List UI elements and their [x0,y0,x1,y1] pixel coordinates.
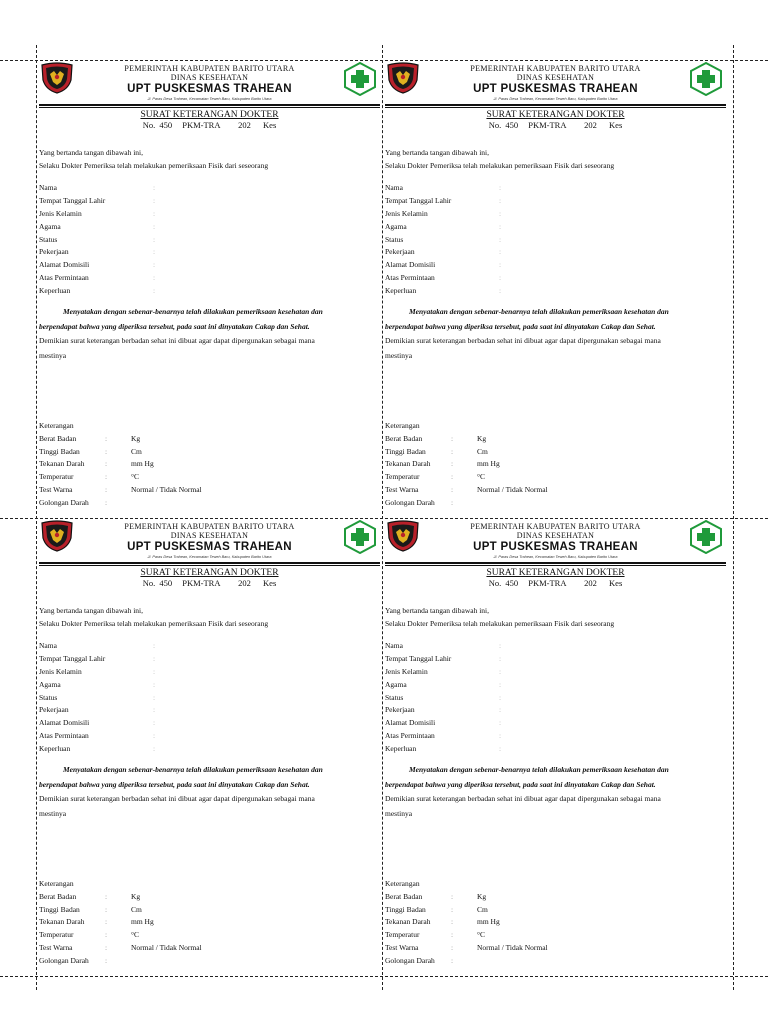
field-colon: : [499,286,502,296]
measure-label: Temperatur [385,930,420,940]
health-cross-icon [342,62,378,96]
field-row [385,730,501,743]
field-colon: : [153,273,156,283]
measure-colon: : [451,459,454,469]
cut-line-right [733,45,734,990]
measure-label: Tekanan Darah [385,459,431,469]
measure-row [39,916,202,929]
field-label: Tempat Tanggal Lahir [385,653,452,663]
measure-unit: Normal / Tidak Normal [477,484,548,494]
field-row [39,692,155,705]
measure-row [39,484,202,497]
field-label: Alamat Domisili [385,718,436,728]
measure-colon: : [105,930,108,940]
health-cross-icon [342,520,378,554]
field-row [385,195,501,208]
field-row [385,246,501,259]
measure-label: Temperatur [39,472,74,482]
measure-row [385,497,548,510]
measure-colon: : [105,497,108,507]
measure-colon: : [105,433,108,443]
department-name: DINAS KESEHATAN [170,531,249,540]
government-name: PEMERINTAH KABUPATEN BARITO UTARA [470,64,641,73]
measure-colon: : [105,472,108,482]
measure-label: Test Warna [385,484,419,494]
field-label: Keperluan [385,286,417,296]
measure-row [385,891,548,904]
measure-unit: Kg [131,433,141,443]
measure-unit: Kg [131,891,141,901]
field-row [39,195,155,208]
keterangan-heading: Keterangan [39,421,74,430]
cut-line-bottom [0,976,768,977]
letterhead-rule-thick [385,104,726,106]
measure-row [385,471,548,484]
measure-row [39,497,202,510]
measure-colon: : [451,930,454,940]
measure-unit: °C [477,930,486,940]
identity-fields [39,640,155,756]
letterhead-rule-thick [385,562,726,564]
field-row [39,640,155,653]
measure-unit: Kg [477,891,487,901]
field-colon: : [499,731,502,741]
letter-number: No. 450 PKM-TRA 202 Kes [488,120,623,130]
certificate-card-4 [383,516,728,976]
measure-label: Golongan Darah [385,955,435,965]
field-label: Status [385,234,404,244]
intro-text: Yang bertanda tangan dibawah ini, Selaku Dokter Pemeriksa telah melakukan pemeriksaan Fisik dari seseorang [39,606,269,628]
field-row [385,285,501,298]
measure-row [385,942,548,955]
letterhead-rule-thick [39,104,380,106]
field-colon: : [499,273,502,283]
field-colon: : [153,641,156,650]
measure-unit: mm Hg [131,917,154,927]
field-label: Atas Permintaan [39,731,89,741]
institution-address: Jl. Paras Desa Trahean, Kecamatan Teweh Baru, Kabupaten Barito Utara [493,555,618,559]
letterhead-rule-thin [385,565,726,566]
institution-name: UPT PUSKESMAS TRAHEAN [127,83,292,95]
field-colon: : [153,718,156,728]
measure-label: Tekanan Darah [39,459,85,469]
examination-results [385,420,548,510]
field-colon: : [153,195,156,205]
field-row [39,717,155,730]
measure-row [385,955,548,968]
measure-colon: : [105,446,108,456]
measure-row [385,433,548,446]
certificate-card-2 [383,58,728,518]
measure-colon: : [105,484,108,494]
field-colon: : [153,208,156,218]
measure-row [385,446,548,459]
field-label: Status [385,692,404,702]
measure-label: Golongan Darah [39,497,89,507]
field-colon: : [499,260,502,270]
department-name: DINAS KESEHATAN [170,73,249,82]
field-row [39,221,155,234]
measure-unit: Cm [477,446,488,456]
field-colon: : [499,653,502,663]
measure-label: Berat Badan [39,433,77,443]
field-row [385,743,501,756]
field-row [39,679,155,692]
field-colon: : [153,679,156,689]
measure-colon: : [451,484,454,494]
field-label: Agama [385,679,407,689]
identity-fields [385,182,501,298]
measure-label: Tinggi Badan [39,446,80,456]
field-label: Keperluan [39,286,71,296]
field-label: Pekerjaan [39,247,69,257]
field-row [385,640,501,653]
field-colon: : [153,653,156,663]
statement-text: Menyatakan dengan sebenar-benarnya telah dilakukan pemeriksaan kesehatan dan berpendapat bahwa yang diperiksa tersebut, pada saat ini dinyatakan Cakap dan Sehat. Demikian surat keterangan berbadan sehat ini dibuat agar dapat dipergunakan sebagai mana mestinya [385,765,669,818]
field-colon: : [499,692,502,702]
measure-colon: : [451,904,454,914]
measure-label: Test Warna [39,484,73,494]
measure-unit: Normal / Tidak Normal [131,942,202,952]
government-name: PEMERINTAH KABUPATEN BARITO UTARA [124,522,295,531]
field-colon: : [153,260,156,270]
measure-row [39,433,202,446]
field-colon: : [153,731,156,741]
field-row [39,234,155,247]
institution-address: Jl. Paras Desa Trahean, Kecamatan Teweh Baru, Kabupaten Barito Utara [147,555,272,559]
measure-row [385,929,548,942]
field-label: Nama [385,183,403,192]
measure-row [39,446,202,459]
letterhead-rule-thin [385,107,726,108]
field-colon: : [499,744,502,754]
letter-number: No. 450 PKM-TRA 202 Kes [488,578,623,588]
field-row [385,717,501,730]
measure-label: Temperatur [39,930,74,940]
measure-row [385,904,548,917]
government-name: PEMERINTAH KABUPATEN BARITO UTARA [470,522,641,531]
field-label: Jenis Kelamin [39,208,82,218]
measure-unit: Cm [131,446,142,456]
letterhead-rule-thin [39,107,380,108]
field-row [385,692,501,705]
measure-colon: : [451,955,454,965]
institution-name: UPT PUSKESMAS TRAHEAN [473,541,638,553]
measure-row [39,942,202,955]
department-name: DINAS KESEHATAN [516,73,595,82]
government-name: PEMERINTAH KABUPATEN BARITO UTARA [124,64,295,73]
field-label: Tempat Tanggal Lahir [385,195,452,205]
field-colon: : [153,234,156,244]
field-colon: : [153,286,156,296]
field-row [39,246,155,259]
field-label: Status [39,234,58,244]
measure-unit: °C [477,472,486,482]
measure-colon: : [105,955,108,965]
field-label: Pekerjaan [39,705,69,715]
measure-colon: : [105,891,108,901]
field-row [385,234,501,247]
field-colon: : [499,718,502,728]
field-colon: : [153,183,156,192]
field-row [39,272,155,285]
measure-unit: mm Hg [131,459,154,469]
field-label: Nama [39,641,57,650]
field-row [385,182,501,195]
measure-row [39,891,202,904]
field-label: Keperluan [385,744,417,754]
measure-unit: °C [131,472,140,482]
field-colon: : [499,247,502,257]
measure-colon: : [451,917,454,927]
measure-row [39,904,202,917]
field-label: Pekerjaan [385,705,415,715]
field-row [385,666,501,679]
field-row [385,653,501,666]
field-row [385,679,501,692]
identity-fields [39,182,155,298]
intro-text: Yang bertanda tangan dibawah ini, Selaku Dokter Pemeriksa telah melakukan pemeriksaan Fisik dari seseorang [385,606,615,628]
field-row [39,285,155,298]
field-colon: : [153,666,156,676]
measure-label: Tekanan Darah [39,917,85,927]
field-colon: : [499,641,502,650]
field-colon: : [153,221,156,231]
field-colon: : [153,744,156,754]
measure-unit: mm Hg [477,917,500,927]
measure-label: Tekanan Darah [385,917,431,927]
field-label: Jenis Kelamin [385,208,428,218]
measure-label: Tinggi Badan [385,904,426,914]
field-row [385,221,501,234]
measure-unit: Normal / Tidak Normal [131,484,202,494]
examination-results [39,878,202,968]
institution-address: Jl. Paras Desa Trahean, Kecamatan Teweh Baru, Kabupaten Barito Utara [147,97,272,101]
keterangan-heading: Keterangan [39,879,74,888]
measure-unit: Cm [131,904,142,914]
field-row [385,272,501,285]
field-label: Nama [39,183,57,192]
field-row [385,704,501,717]
field-row [39,208,155,221]
field-label: Atas Permintaan [385,731,435,741]
measure-colon: : [451,942,454,952]
measure-row [39,955,202,968]
measure-row [385,458,548,471]
measure-label: Test Warna [39,942,73,952]
measure-colon: : [451,891,454,901]
field-label: Jenis Kelamin [39,666,82,676]
field-label: Agama [39,679,61,689]
field-label: Nama [385,641,403,650]
measure-label: Berat Badan [385,433,423,443]
field-colon: : [499,705,502,715]
department-name: DINAS KESEHATAN [516,531,595,540]
measure-unit: mm Hg [477,459,500,469]
field-colon: : [499,183,502,192]
field-label: Atas Permintaan [385,273,435,283]
field-label: Jenis Kelamin [385,666,428,676]
examination-results [385,878,548,968]
field-label: Status [39,692,58,702]
field-colon: : [499,679,502,689]
measure-row [385,484,548,497]
keterangan-heading: Keterangan [385,879,420,888]
certificate-card-3 [37,516,382,976]
measure-label: Tinggi Badan [39,904,80,914]
letterhead-rule-thick [39,562,380,564]
field-colon: : [153,705,156,715]
field-label: Atas Permintaan [39,273,89,283]
field-row [39,704,155,717]
identity-fields [385,640,501,756]
field-row [39,259,155,272]
field-colon: : [499,208,502,218]
measure-unit: Kg [477,433,487,443]
measure-label: Berat Badan [39,891,77,901]
letterhead-rule-thin [39,565,380,566]
field-label: Alamat Domisili [385,260,436,270]
measure-unit: Cm [477,904,488,914]
measure-unit: °C [131,930,140,940]
measure-row [385,916,548,929]
field-colon: : [499,221,502,231]
measure-colon: : [105,904,108,914]
statement-text: Menyatakan dengan sebenar-benarnya telah dilakukan pemeriksaan kesehatan dan berpendapat bahwa yang diperiksa tersebut, pada saat ini dinyatakan Cakap dan Sehat. Demikian surat keterangan berbadan sehat ini dibuat agar dapat dipergunakan sebagai mana mestinya [39,765,323,818]
measure-colon: : [451,472,454,482]
field-row [39,182,155,195]
field-colon: : [499,195,502,205]
field-label: Agama [385,221,407,231]
statement-text: Menyatakan dengan sebenar-benarnya telah dilakukan pemeriksaan kesehatan dan berpendapat bahwa yang diperiksa tersebut, pada saat ini dinyatakan Cakap dan Sehat. Demikian surat keterangan berbadan sehat ini dibuat agar dapat dipergunakan sebagai mana mestinya [385,307,669,360]
health-cross-icon [688,62,724,96]
field-row [39,666,155,679]
keterangan-heading: Keterangan [385,421,420,430]
field-row [39,653,155,666]
field-row [385,259,501,272]
health-cross-icon [688,520,724,554]
field-label: Pekerjaan [385,247,415,257]
field-label: Keperluan [39,744,71,754]
intro-text: Yang bertanda tangan dibawah ini, Selaku Dokter Pemeriksa telah melakukan pemeriksaan Fisik dari seseorang [385,148,615,170]
measure-label: Berat Badan [385,891,423,901]
letter-title: SURAT KETERANGAN DOKTER [140,110,279,120]
measure-colon: : [105,459,108,469]
measure-row [39,458,202,471]
intro-text: Yang bertanda tangan dibawah ini, Selaku Dokter Pemeriksa telah melakukan pemeriksaan Fisik dari seseorang [39,148,269,170]
institution-address: Jl. Paras Desa Trahean, Kecamatan Teweh Baru, Kabupaten Barito Utara [493,97,618,101]
field-row [385,208,501,221]
letter-number: No. 450 PKM-TRA 202 Kes [142,120,277,130]
measure-colon: : [105,917,108,927]
letter-title: SURAT KETERANGAN DOKTER [486,568,625,578]
measure-label: Tinggi Badan [385,446,426,456]
letter-title: SURAT KETERANGAN DOKTER [486,110,625,120]
field-colon: : [499,234,502,244]
measure-colon: : [105,942,108,952]
letter-title: SURAT KETERANGAN DOKTER [140,568,279,578]
measure-label: Golongan Darah [39,955,89,965]
institution-name: UPT PUSKESMAS TRAHEAN [127,541,292,553]
field-label: Alamat Domisili [39,718,90,728]
field-label: Alamat Domisili [39,260,90,270]
certificate-card-1 [37,58,382,518]
institution-name: UPT PUSKESMAS TRAHEAN [473,83,638,95]
measure-colon: : [451,497,454,507]
field-label: Agama [39,221,61,231]
statement-text: Menyatakan dengan sebenar-benarnya telah dilakukan pemeriksaan kesehatan dan berpendapat bahwa yang diperiksa tersebut, pada saat ini dinyatakan Cakap dan Sehat. Demikian surat keterangan berbadan sehat ini dibuat agar dapat dipergunakan sebagai mana mestinya [39,307,323,360]
measure-label: Temperatur [385,472,420,482]
measure-label: Test Warna [385,942,419,952]
measure-colon: : [451,446,454,456]
measure-label: Golongan Darah [385,497,435,507]
measure-colon: : [451,433,454,443]
field-colon: : [499,666,502,676]
measure-row [39,471,202,484]
examination-results [39,420,202,510]
field-row [39,743,155,756]
measure-unit: Normal / Tidak Normal [477,942,548,952]
field-colon: : [153,692,156,702]
field-label: Tempat Tanggal Lahir [39,195,106,205]
measure-row [39,929,202,942]
field-row [39,730,155,743]
field-label: Tempat Tanggal Lahir [39,653,106,663]
letter-number: No. 450 PKM-TRA 202 Kes [142,578,277,588]
field-colon: : [153,247,156,257]
